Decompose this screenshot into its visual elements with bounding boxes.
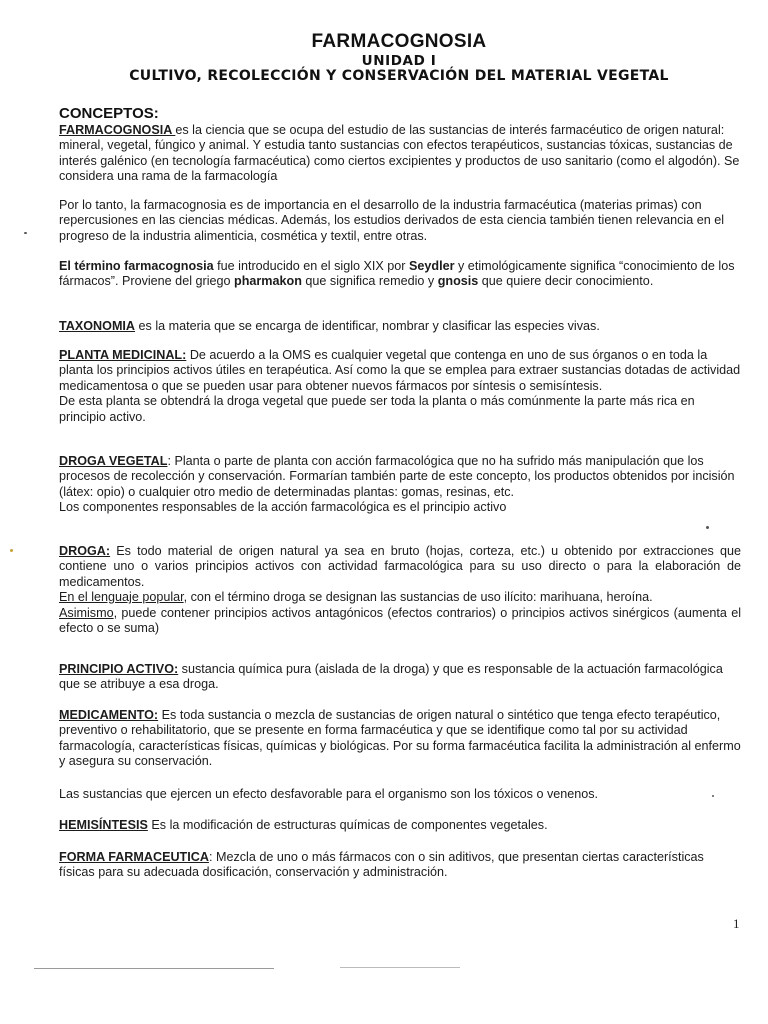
paragraph-text: , con el término droga se designan las sustancias de uso ilícito: marihuana, heroína. xyxy=(183,590,653,605)
paragraph-text: Es todo material de origen natural ya sea en bruto (hojas, corteza, etc.) u obtenido por extracciones que contiene uno o varios principios activos con actividad farmacológica para su uso directo o para la elaboración de medicamentos. xyxy=(59,544,741,589)
scan-speck xyxy=(712,795,714,797)
paragraph-hemisintesis xyxy=(59,818,741,833)
paragraph-principio-activo xyxy=(59,662,741,693)
paragraph-droga-vegetal xyxy=(59,454,741,516)
paragraph-text: sustancia química pura (aislada de la droga) y que es responsable de la actuación farmacológica que se atribuye a esa droga. xyxy=(59,662,723,692)
paragraph-droga xyxy=(59,544,741,636)
term-taxonomia: TAXONOMIA xyxy=(59,319,136,333)
term-principio-activo: PRINCIPIO ACTIVO: xyxy=(59,662,179,676)
paragraph-text: es la ciencia que se ocupa del estudio de las sustancias de interés farmacéutico de origen natural: mineral, vegetal, fúngico y animal. Y estudia tanto sustancias con efectos terapéuticos, sustancias tóxicas, sustancias de interés galénico (en tecnología farmacéutica) como ciertos excipientes y productos de uso sanitario (como el algodón). Se considera una rama de la farmacología xyxy=(59,123,740,184)
term-forma-farmaceutica: FORMA FARMACEUTICA xyxy=(59,850,209,864)
term-asimismo: Asimismo xyxy=(59,605,114,620)
scan-speck xyxy=(24,232,27,234)
paragraph-taxonomia xyxy=(59,319,741,334)
paragraph-medicamento xyxy=(59,708,741,770)
paragraph-text: que quiere decir conocimiento. xyxy=(478,274,654,289)
paragraph-text: Es toda sustancia o mezcla de sustancias de origen natural o sintético que tenga efecto terapéutico, preventivo o rehabilitatorio, que se presente en forma farmacéutica y que se identifique como tal por su actividad farmacología, características físicas, químicas y biológicas. Por su forma farmacéutica facilita la administración al enfermo y asegura su conservación. xyxy=(59,708,741,769)
paragraph-text: Los componentes responsables de la acción farmacológica es el principio activo xyxy=(59,500,507,515)
paragraph-text: Es la modificación de estructuras químicas de componentes vegetales. xyxy=(147,818,548,832)
paragraph-toxicos xyxy=(59,787,741,802)
paragraph-farmacognosia xyxy=(59,123,741,185)
term-farmacognosia-origin: El término farmacognosia xyxy=(59,259,214,273)
term-lenguaje-popular: En el lenguaje popular xyxy=(59,590,184,605)
term-droga-vegetal: DROGA VEGETAL xyxy=(59,454,168,468)
scan-edge-line xyxy=(34,968,274,969)
paragraph-text: Por lo tanto, la farmacognosia es de importancia en el desarrollo de la industria farmacéutica (materias primas) con repercusiones en las ciencias médicas. Además, los estudios derivados de esta ciencia también tienen relevancia en el progreso de la industria alimenticia, cosmética y textil, entre otras. xyxy=(59,198,725,243)
term-hemisintesis: HEMISÍNTESIS xyxy=(59,818,148,832)
paragraph-text: De acuerdo a la OMS es cualquier vegetal que contenga en uno de sus órganos o en toda la planta los principios activos útiles en terapéutica. Así como la que se emplea para extraer sustancias dotadas de actividad medicamentosa o que se pueden usar para obtener nuevos fármacos por síntesis o semisíntesis. xyxy=(59,348,741,393)
term-pharmakon: pharmakon xyxy=(234,274,302,289)
paragraph-text: : Mezcla de uno o más fármacos con o sin aditivos, que presentan ciertas características físicas para su adecuada dosificación, conservación y administración. xyxy=(59,850,704,880)
paragraph-termino xyxy=(59,259,741,290)
paragraph-text: : Planta o parte de planta con acción farmacológica que no ha sufrido más manipulación que los procesos de recolección y conservación. Formarían también parte de este concepto, los productos obtenidos por incisión (látex: opio) o cualquier otro medio de determinadas plantas: gomas, resinas, etc. xyxy=(59,454,735,499)
term-farmacognosia: FARMACOGNOSIA xyxy=(59,123,176,137)
paragraph-text: es la materia que se encarga de identificar, nombrar y clasificar las especies vivas. xyxy=(135,319,600,333)
paragraph-text: que significa remedio y xyxy=(301,274,438,289)
term-medicamento: MEDICAMENTO: xyxy=(59,708,159,722)
paragraph-forma-farmaceutica xyxy=(59,850,741,881)
term-droga: DROGA: xyxy=(59,544,111,558)
scan-speck xyxy=(706,526,709,529)
paragraph-text: fue introducido en el siglo XIX por xyxy=(213,259,409,273)
term-gnosis: gnosis xyxy=(437,274,479,289)
term-seydler: Seydler xyxy=(409,259,455,273)
paragraph-text: , puede contener principios activos antagónicos (efectos contrarios) o principios activos sinérgicos (aumenta el efecto o se suma) xyxy=(59,605,741,636)
paragraph-importancia xyxy=(59,198,741,244)
paragraph-text: Las sustancias que ejercen un efecto desfavorable para el organismo son los tóxicos o venenos. xyxy=(59,787,599,801)
unit-label: UNIDAD I xyxy=(361,53,437,69)
paragraph-text: De esta planta se obtendrá la droga vegetal que puede ser toda la planta o más comúnmente la parte más rica en principio activo. xyxy=(59,394,695,424)
section-heading: CONCEPTOS: xyxy=(59,105,159,122)
page-number: 1 xyxy=(733,916,740,931)
term-planta-medicinal: PLANTA MEDICINAL: xyxy=(59,348,187,362)
paragraph-text: y etimológicamente significa “conocimiento de los fármacos”. Proviene del griego xyxy=(59,259,735,289)
document-title: FARMACOGNOSIA xyxy=(311,31,487,52)
scan-speck xyxy=(10,549,13,552)
document-subtitle: CULTIVO, RECOLECCIÓN Y CONSERVACIÓN DEL MATERIAL VEGETAL xyxy=(129,68,669,84)
paragraph-planta-medicinal xyxy=(59,348,741,425)
scan-edge-line xyxy=(340,967,460,968)
